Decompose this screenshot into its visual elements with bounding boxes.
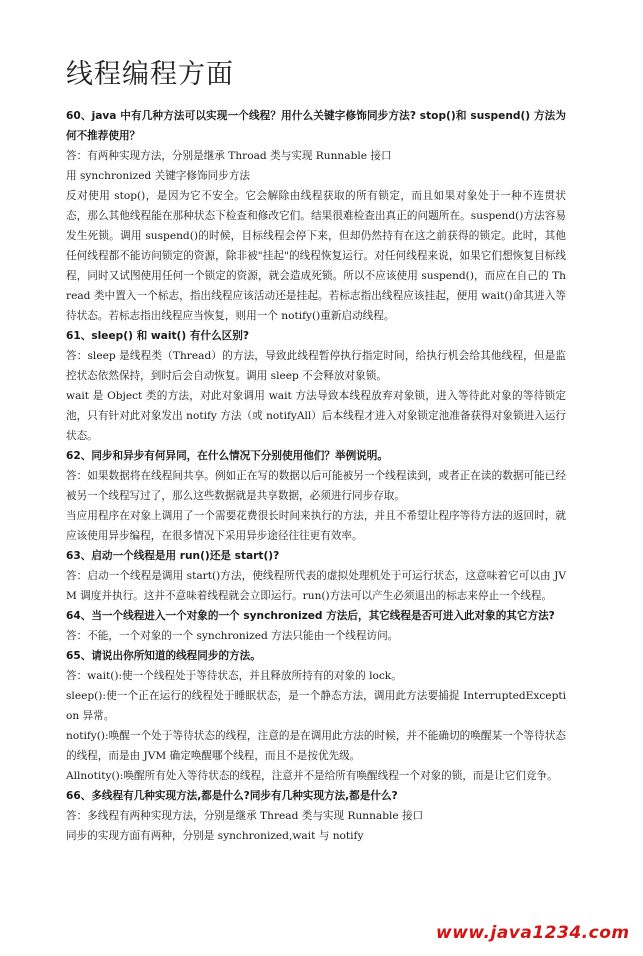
answer-paragraph: 答：如果数据将在线程间共享。例如正在写的数据以后可能被另一个线程读到，或者正在读的数据可能已经被另一个线程写过了，那么这些数据就是共享数据，必须进行同步存取。: [66, 470, 566, 502]
answer-paragraph: 反对使用 stop()，是因为它不安全。它会解除由线程获取的所有锁定，而且如果对象处于一种不连贯状态，那么其他线程能在那种状态下检查和修改它们。结果很难检查出真正的问题所在。suspend()方法容易发生死锁。调用 suspend()的时候，目标线程会停下来，但却仍然持有在这之前获得的锁定。此时，其他任何线程都不能访问锁定的资源，除非被"挂起"的线程恢复运行。对任何线程来说，如果它们想恢复目标线程，同时又试图使用任何一个锁定的资源，就会造成死锁。所以不应该使用 suspend()，而应在自己的 Thread 类中置入一个标志，指出线程应该活动还是挂起。若标志指出线程应该挂起，便用 wait()命其进入等待状态。若标志指出线程应当恢复，则用一个 notify()重新启动线程。: [66, 190, 566, 322]
answer-paragraph: 答：sleep 是线程类（Thread）的方法，导致此线程暂停执行指定时间，给执行机会给其他线程，但是监控状态依然保持，到时后会自动恢复。调用 sleep 不会释放对象锁。: [66, 350, 566, 382]
answer-paragraph: 用 synchronized 关键字修饰同步方法: [66, 170, 250, 182]
answer-paragraph: 答：启动一个线程是调用 start()方法，使线程所代表的虚拟处理机处于可运行状态，这意味着它可以由 JVM 调度并执行。这并不意味着线程就会立即运行。run()方法可以产生必须退出的标志来停止一个线程。: [66, 570, 566, 602]
question-heading: 63、启动一个线程是用 run()还是 start()?: [66, 550, 280, 562]
page-title: 线程编程方面: [66, 59, 234, 90]
question-heading: 66、多线程有几种实现方法,都是什么?同步有几种实现方法,都是什么?: [66, 790, 398, 802]
site-watermark[interactable]: www.java1234.com: [436, 923, 630, 943]
question-heading: 64、当一个线程进入一个对象的一个 synchronized 方法后，其它线程是否可进入此对象的其它方法?: [66, 610, 555, 622]
answer-paragraph: wait 是 Object 类的方法，对此对象调用 wait 方法导致本线程放弃对象锁，进入等待此对象的等待锁定池，只有针对此对象发出 notify 方法（或 notifyAll）后本线程才进入对象锁定池准备获得对象锁进入运行状态。: [66, 390, 566, 442]
answer-paragraph: Allnotity():唤醒所有处入等待状态的线程，注意并不是给所有唤醒线程一个对象的锁，而是让它们竞争。: [66, 770, 558, 782]
answer-paragraph: 答：多线程有两种实现方法，分别是继承 Thread 类与实现 Runnable 接口: [66, 810, 424, 822]
question-heading: 65、请说出你所知道的线程同步的方法。: [66, 650, 261, 662]
answer-paragraph: 同步的实现方面有两种，分别是 synchronized,wait 与 notify: [66, 830, 364, 842]
question-heading: 60、java 中有几种方法可以实现一个线程？用什么关键字修饰同步方法? stop()和 suspend() 方法为何不推荐使用？: [66, 110, 566, 142]
document-body: [66, 106, 566, 846]
question-heading: 62、同步和异步有何异同，在什么情况下分别使用他们？举例说明。: [66, 450, 388, 462]
answer-paragraph: 答：wait():使一个线程处于等待状态，并且释放所持有的对象的 lock。: [66, 670, 402, 682]
answer-paragraph: 当应用程序在对象上调用了一个需要花费很长时间来执行的方法，并且不希望让程序等待方法的返回时，就应该使用异步编程，在很多情况下采用异步途径往往更有效率。: [66, 510, 566, 542]
answer-paragraph: notify():唤醒一个处于等待状态的线程，注意的是在调用此方法的时候，并不能确切的唤醒某一个等待状态的线程，而是由 JVM 确定唤醒哪个线程，而且不是按优先级。: [66, 730, 566, 762]
answer-paragraph: sleep():使一个正在运行的线程处于睡眠状态，是一个静态方法，调用此方法要捕捉 InterruptedException 异常。: [66, 690, 566, 722]
answer-paragraph: 答：有两种实现方法，分别是继承 Throad 类与实现 Runnable 接口: [66, 150, 392, 162]
answer-paragraph: 答：不能，一个对象的一个 synchronized 方法只能由一个线程访问。: [66, 630, 399, 642]
document-page: [66, 52, 566, 846]
question-heading: 61、sleep() 和 wait() 有什么区别?: [66, 330, 249, 342]
